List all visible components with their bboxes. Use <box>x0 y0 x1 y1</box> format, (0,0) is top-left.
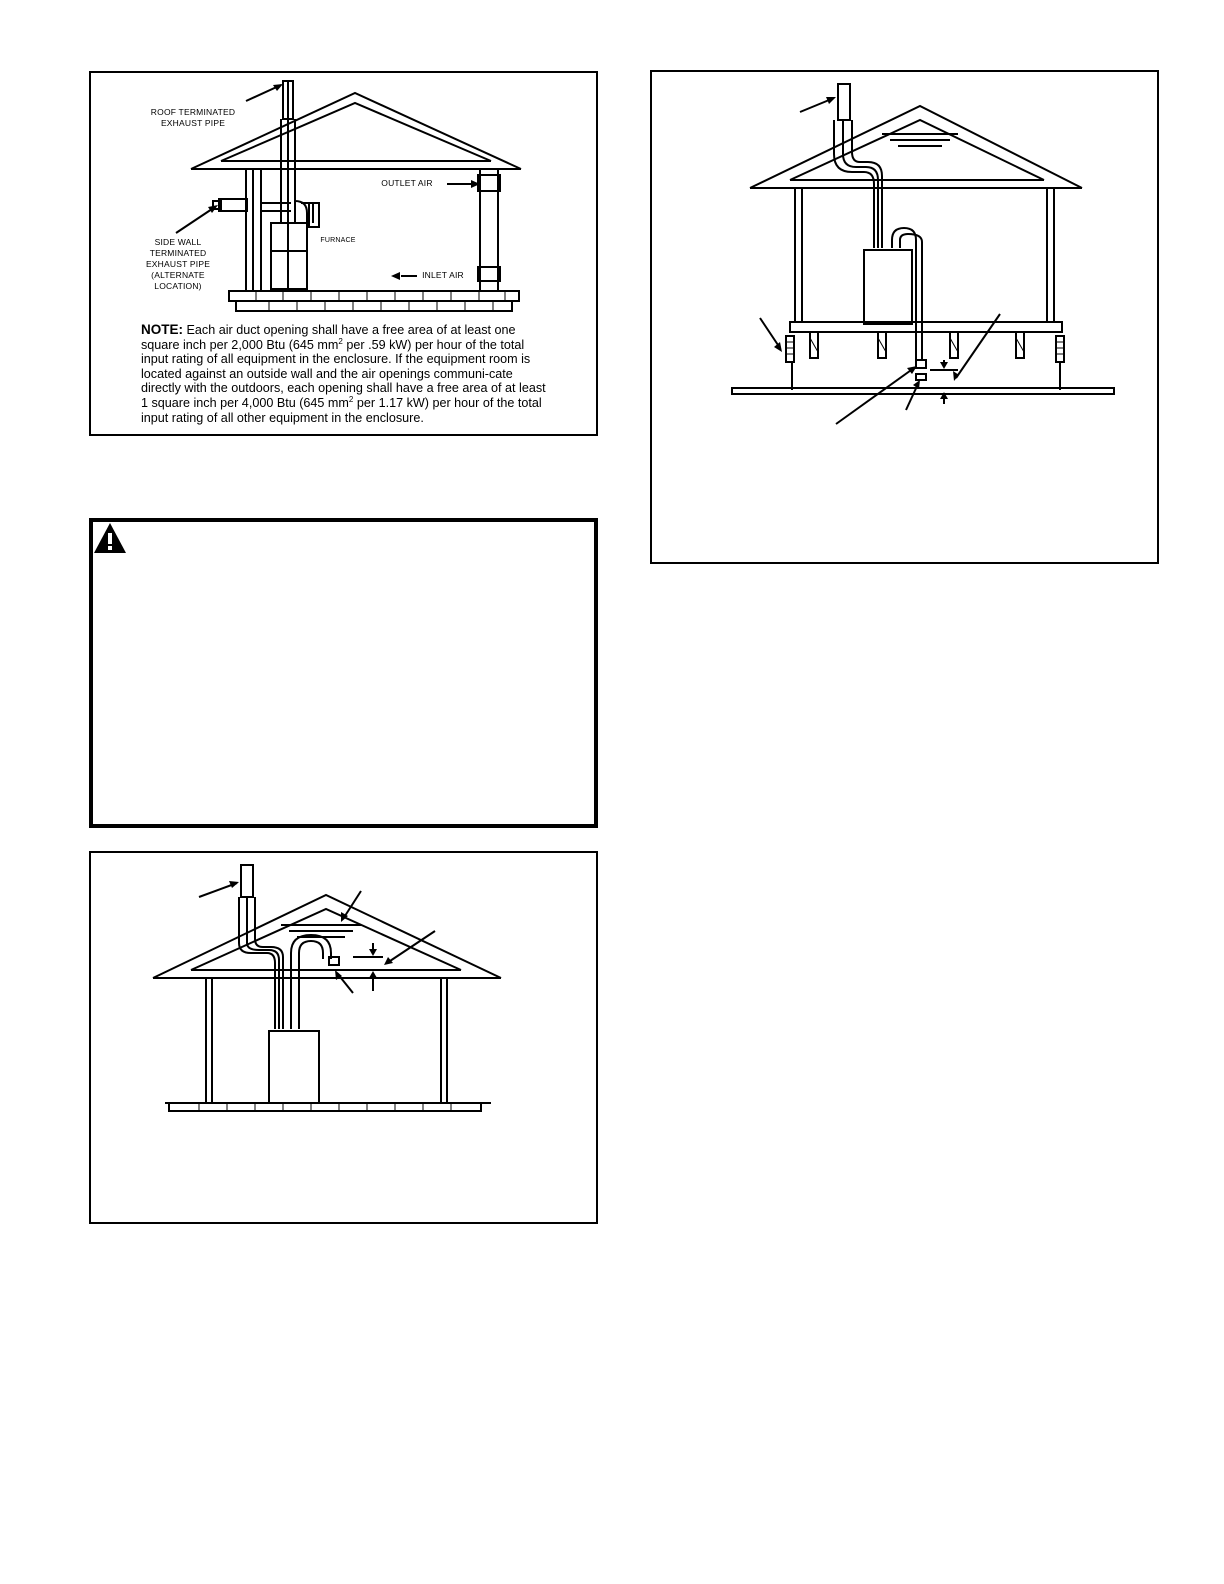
note-text-3: per 1.17 kW) per hour of the total input rating of all other equipment in the enclosure. <box>141 395 542 425</box>
warning-box <box>89 518 598 828</box>
inlet-air-label: INLET AIR <box>422 270 464 280</box>
figure-equipment-room-air <box>89 71 598 436</box>
figure1-note <box>141 323 551 425</box>
figure-crawlspace-vent <box>650 70 1159 564</box>
note-text-2: per .59 kW) per hour of the total input rating of all equipment in the enclosure. If the equipment room is located against an outside wall and the air openings communi-cate directly with the outdoors, each opening shall have a free area of at least 1 square inch per 4,000 Btu (645 mm <box>141 337 546 410</box>
outlet-air-label: OUTLET AIR <box>381 178 433 188</box>
note-sup-2: 2 <box>348 394 354 404</box>
note-sup-1: 2 <box>338 336 343 346</box>
note-heading: NOTE: <box>141 322 183 337</box>
roof-exhaust-label: ROOF TERMINATED EXHAUST PIPE <box>150 107 236 128</box>
furnace-label: FURNACE <box>320 237 356 244</box>
side-wall-exhaust-label: SIDE WALL TERMINATED EXHAUST PIPE (ALTERNATE LOCATION) <box>145 237 211 291</box>
figure-attic-vent <box>89 851 598 1224</box>
warning-triangle-icon <box>93 522 127 554</box>
house-diagram-2 <box>91 853 596 1222</box>
house-diagram-3 <box>652 72 1157 562</box>
note-text-1: Each air duct opening shall have a free area of at least one square inch per 2,000 Btu (645 mm <box>141 323 516 352</box>
